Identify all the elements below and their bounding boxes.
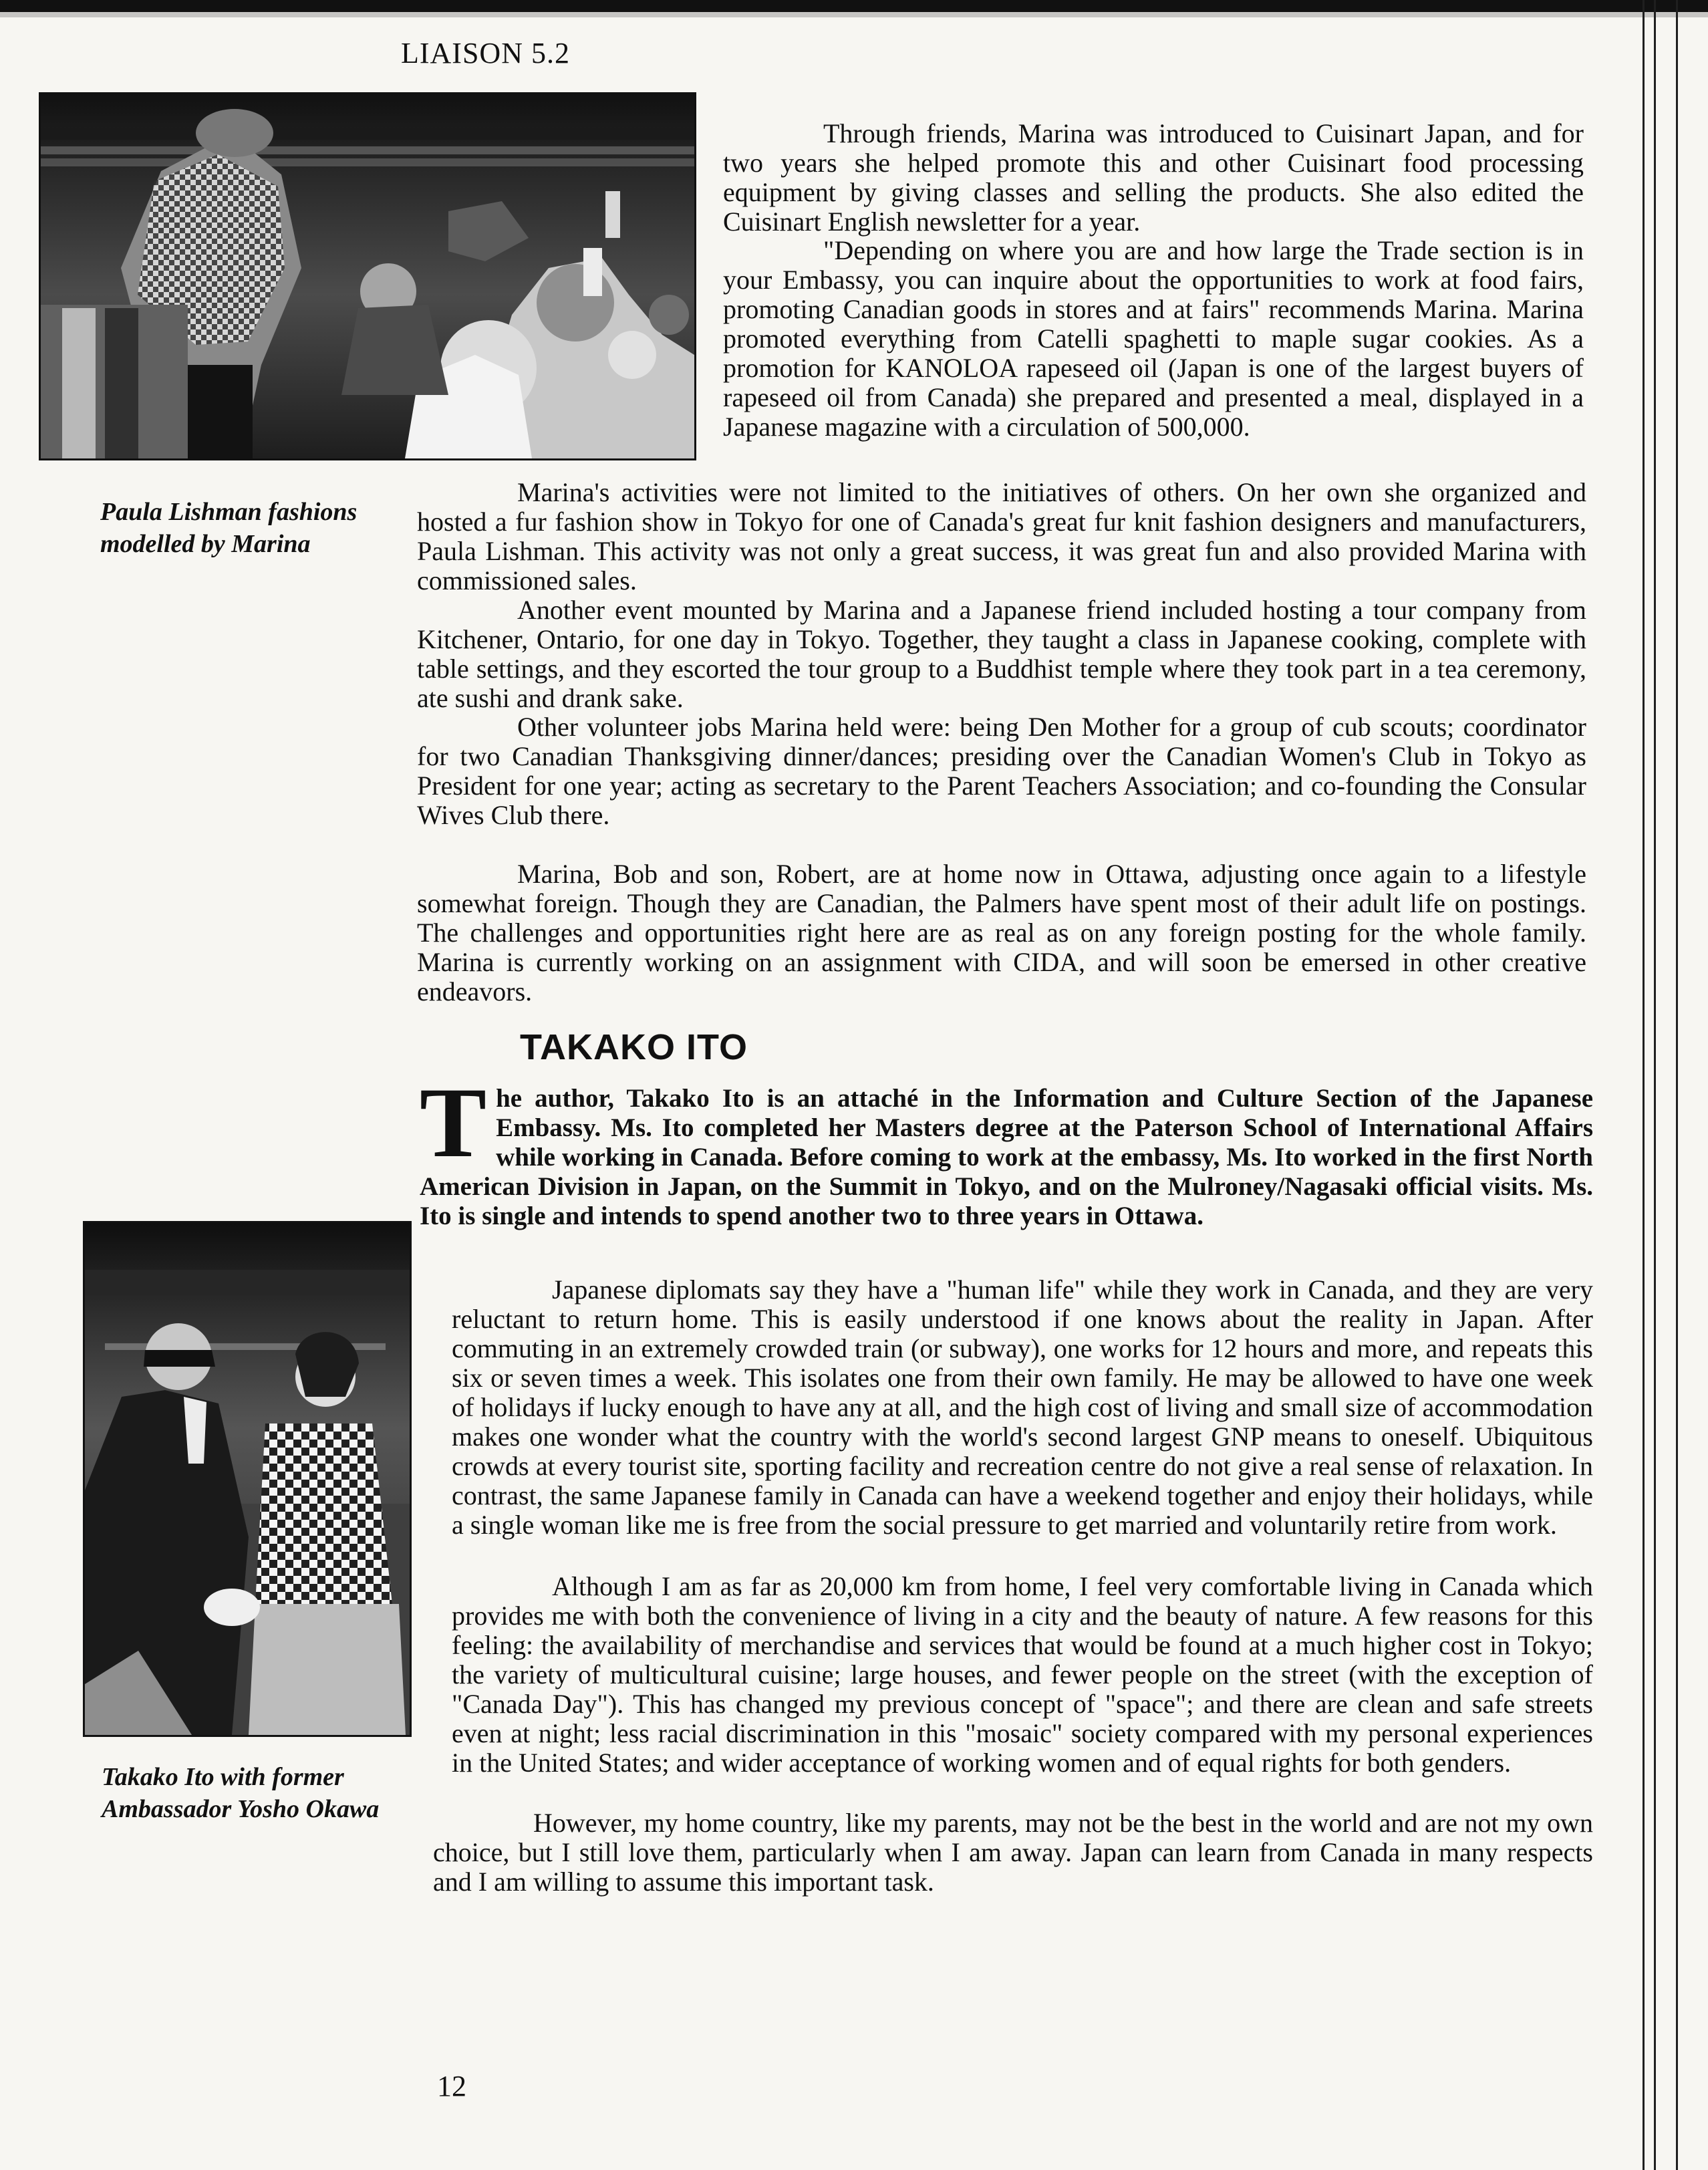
marina-paragraph: Through friends, Marina was introduced to Cuisinart Japan, and for two years she helped promote this and other Cuisinart food processing equipment by giving classes and selling the products. She also edited the Cuisinart English newsletter for a year. — [723, 118, 1584, 237]
fashion-show-photo — [39, 92, 696, 460]
scan-top-border — [0, 0, 1708, 12]
running-title: LIAISON 5.2 — [401, 37, 570, 70]
section-heading: TAKAKO ITO — [520, 1027, 748, 1067]
takako-paragraph: Japanese diplomats say they have a "human life" while they work in Canada, and they are very reluctant to return home. This is easily understood if one knows about the reality in Japan. After commuting in an extremely crowded train (or subway), one works for 12 hours and more, and repeats this six or seven times a week. This isolates one from their own family. He may be allowed to have one week of holidays if lucky enough to have any at all, and the high cost of living and small size of accommodation makes one wonder what the country with the world's second largest GNP means to oneself. Ubiquitous crowds at every tourist site, sporting facility and recreation centre do not give a real sense of relaxation. In contrast, the same Japanese family in Canada can have a weekend together and enjoy their holidays, while a single woman like me is free from the social pressure to get married and voluntarily retire from work. — [452, 1274, 1593, 1540]
ambassador-photo-image — [85, 1223, 410, 1735]
drop-cap: T — [420, 1067, 487, 1178]
page-number: 12 — [437, 2070, 466, 2103]
marina-paragraph: Another event mounted by Marina and a Japanese friend included hosting a tour company from Kitchener, Ontario, for one day in Tokyo. Together, they taught a class in Japanese cooking, complete with table settings, and they escorted the tour group to a Buddhist temple where they took part in a tea ceremony, ate sushi and drank sake. — [417, 595, 1586, 713]
photo-caption: Paula Lishman fashions modelled by Marina — [100, 498, 358, 558]
binding-line — [1654, 0, 1656, 2170]
binding-line — [1643, 0, 1645, 2170]
marina-paragraph: Other volunteer jobs Marina held were: being Den Mother for a group of cub scouts; coordinator for two Canadian Thanksgiving dinner/dances; presiding over the Canadian Women's Club in Tokyo as President for one year; acting as secretary to the Parent Teachers Association; and co-founding the Consular Wives Club there. — [417, 712, 1586, 830]
takako-intro-text: he author, Takako Ito is an attaché in the Information and Culture Section of the Japanese Embassy. Ms. Ito completed her Masters degree at the Paterson School of International Affairs while working in Canada. Before coming to work at the embassy, Ms. Ito worked in the first North American Division in Japan, on the Summit in Tokyo, and on the Mulroney/Nagasaki official visits. Ms. Ito is single and intends to spend another two to three years in Ottawa. — [420, 1084, 1593, 1230]
scan-top-shadow — [0, 12, 1708, 17]
takako-paragraph: However, my home country, like my parents, may not be the best in the world and are not my own choice, but I still love them, particularly when I am away. Japan can learn from Canada in many respects and I am willing to assume this important task. — [433, 1808, 1593, 1897]
marina-paragraph: Marina, Bob and son, Robert, are at home now in Ottawa, adjusting once again to a lifestyle somewhat foreign. Though they are Canadian, the Palmers have spent most of their adult life on postings. The challenges and opportunities right here are as real as on any foreign posting for the whole family. Marina is currently working on an assignment with CIDA, and will soon be emersed in other creative endeavors. — [417, 859, 1586, 1006]
takako-intro — [420, 1067, 1593, 1231]
photo-caption: Takako Ito with former Ambassador Yosho Okawa — [102, 1763, 380, 1823]
takako-paragraph: Although I am as far as 20,000 km from home, I feel very comfortable living in Canada which provides me with both the convenience of living in a city and the beauty of nature. A few reasons for this feeling: the availability of merchandise and services that would be found at a much higher cost in Tokyo; the variety of multicultural cuisine; large houses, and fewer people on the street (with the exception of "Canada Day"). This has changed my previous concept of "space"; and there are clean and safe streets even at night; less racial discrimination in this "mosaic" society compared with my personal experiences in the United States; and wider acceptance of working women and of equal rights for both genders. — [452, 1571, 1593, 1778]
marina-paragraph: Marina's activities were not limited to the initiatives of others. On her own she organized and hosted a fur fashion show in Tokyo for one of Canada's great fur knit fashion designers and manufacturers, Paula Lishman. This activity was not only a great success, it was great fun and also provided Marina with commissioned sales. — [417, 477, 1586, 595]
fashion-show-photo-image — [41, 94, 694, 458]
ambassador-photo — [83, 1221, 412, 1737]
marina-paragraph: "Depending on where you are and how large the Trade section is in your Embassy, you can inquire about the opportunities to work at food fairs, promoting Canadian goods in stores and at fairs" recommends Marina. Marina promoted everything from Catelli spaghetti to maple sugar cookies. As a promotion for KANOLOA rapeseed oil (Japan is one of the largest buyers of rapeseed oil from Canada) she prepared and presented a meal, displayed in a Japanese magazine with a circulation of 500,000. — [723, 235, 1584, 442]
binding-line — [1676, 0, 1678, 2170]
